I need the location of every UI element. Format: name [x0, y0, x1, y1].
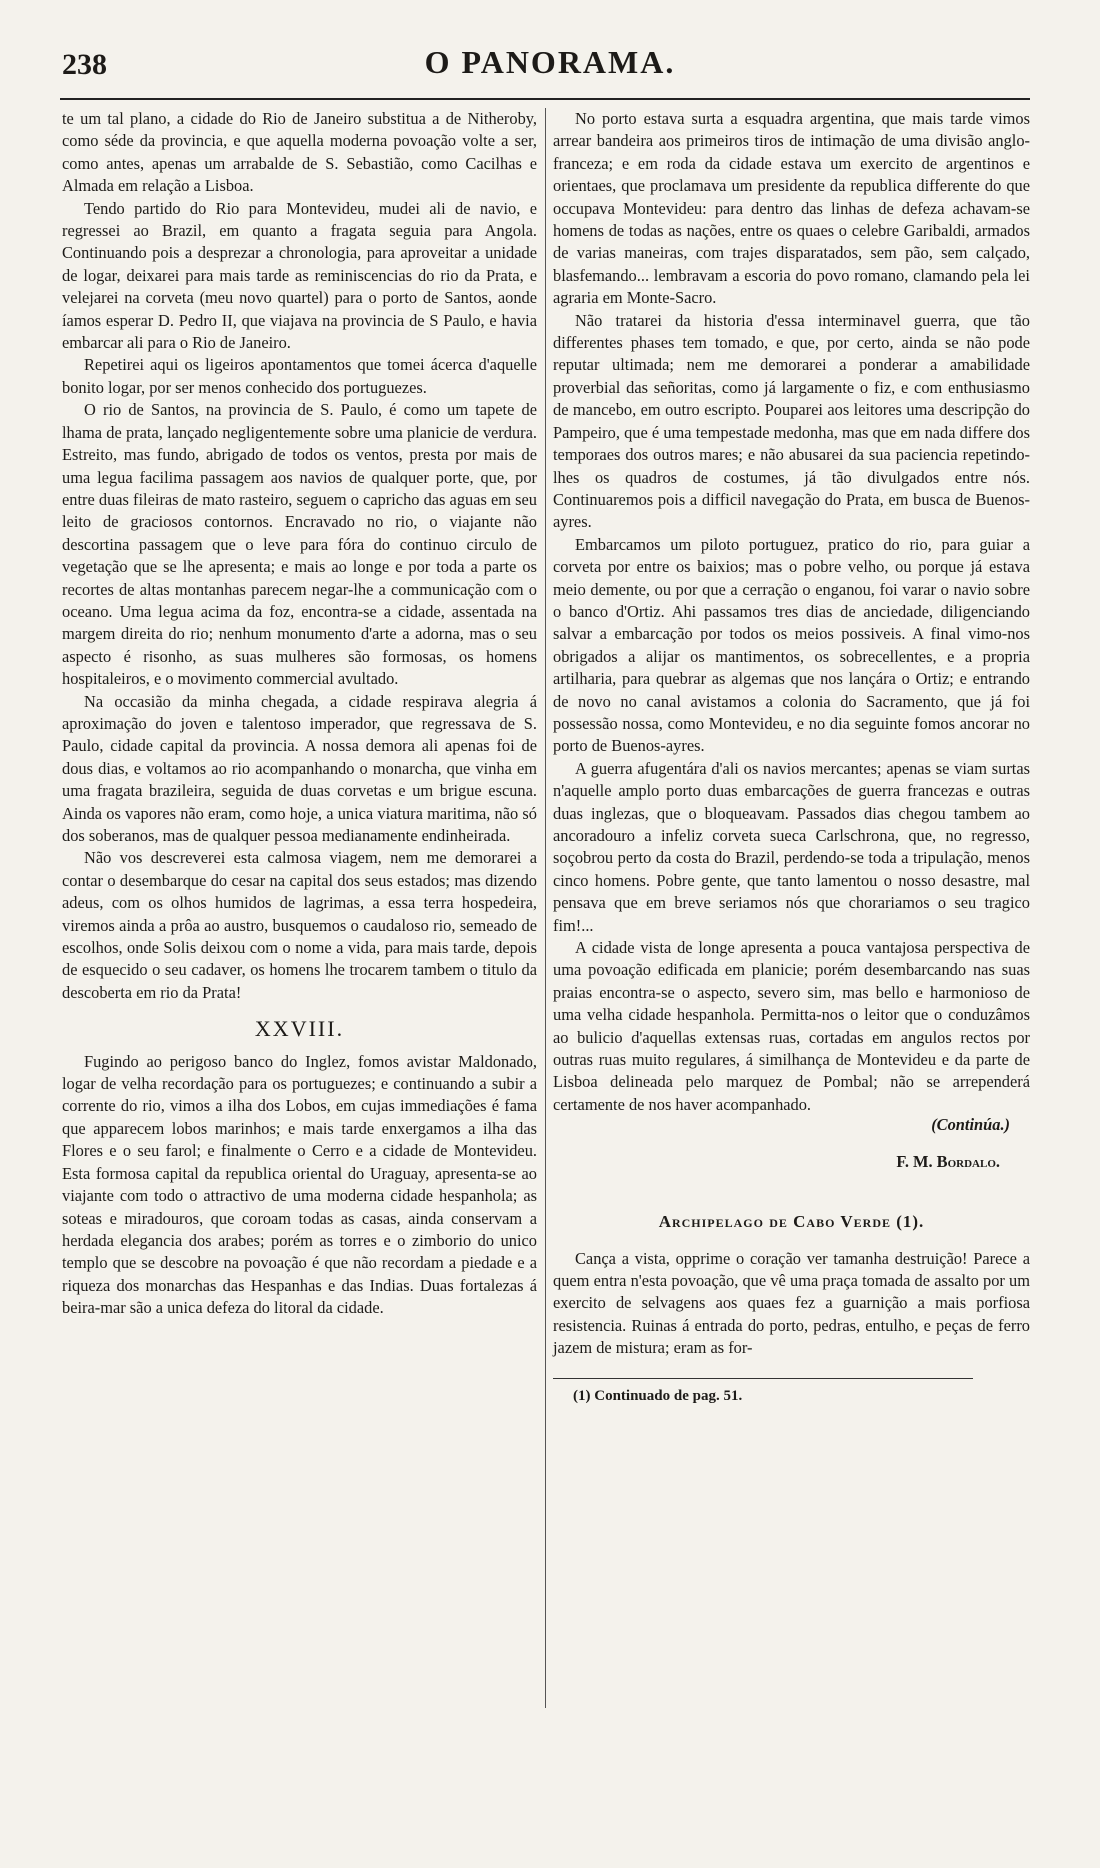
footnote: (1) Continuado de pag. 51.	[573, 1387, 743, 1404]
paragraph: Na occasião da minha chegada, a cidade respirava alegria á aproximação do joven e talentoso imperador, que regressava de S. Paulo, cidade capital da provincia. A nossa demora ali apenas foi de dous dias, e voltamos ao rio acompanhando o monarcha, que vinha em uma fragata brazileira, seguida de duas corvetas e um brigue escuna. Ainda os vapores não eram, como hoje, a unica viatura maritima, não só dos soberanos, mas de qualquer pessoa medianamente endinheirada.	[62, 691, 537, 845]
paragraph: Fugindo ao perigoso banco do Inglez, fomos avistar Maldonado, logar de velha recordação para os portuguezes; e continuando a subir a corrente do rio, vimos a ilha dos Lobos, em cujas immediações é fama que apparecem lobos marinhos; e mais tarde enxergamos a ilha das Flores e o seu farol; e finalmente o Cerro e a cidade de Montevideu. Esta formosa capital da republica oriental do Uraguay, apresenta-se ao viajante com todo o attractivo de uma moderna cidade hespanhola; as soteas e miradouros, que coroam todas as casas, ainda conservam a herdada elegancia dos arabes; porém as torres e o zimborio do unico templo que se descobre na povoação é que não recordam a piedade e a riqueza dos monarchas das Hespanhas e das Indias. Duas fortalezas á beira-mar são a unica defeza do litoral da cidade.	[62, 1051, 537, 1318]
paragraph: A guerra afugentára d'ali os navios mercantes; apenas se viam surtas n'aquelle amplo porto duas embarcações de guerra francezas e outras duas inglezas, que o bloqueavam. Passados dias chegou tambem ao ancoradouro a infeliz corveta sueca Carlschrona, que, no regresso, soçobrou perto da costa do Brazil, perdendo-se toda a tripulação, menos cinco homens. Pobre gente, que tanto lamentou o nosso desastre, mal pensava que em breve seriamos nós que chorariamos o seu tragico fim!...	[553, 758, 1030, 935]
paragraph: Repetirei aqui os ligeiros apontamentos que tomei ácerca d'aquelle bonito logar, por ser menos conhecido dos portuguezes.	[62, 355, 537, 397]
page-number: 238	[62, 48, 107, 81]
continues-note: (Continúa.)	[931, 1115, 1010, 1135]
paragraph: Não tratarei da historia d'essa interminavel guerra, que tão differentes phases tem tomado, e que, por certo, ainda se não pode reputar ultimada; nem me demorarei a ponderar a amabilidade proverbial das señoritas, como já largamente o fiz, e com enthusiasmo de mancebo, em outro escripto. Pouparei aos leitores uma descripção do Pampeiro, que é uma tempestade medonha, mas que em nada differe dos temporaes dos outros mares; e não abusarei da sua paciencia repetindo-lhes os quadros de costumes, já tão divulgados entre nós. Continuaremos pois a difficil navegação do Prata, em busca de Buenos-ayres.	[553, 310, 1030, 532]
paragraph: A cidade vista de longe apresenta a pouca vantajosa perspectiva de uma povoação edificada em planicie; porém desembarcando nas suas praias encontra-se o aspecto, severo sim, mas bello e harmonioso de uma velha cidade hespanhola. Permitta-nos o leitor que o conduzâmos ao bulicio d'aquellas extensas ruas, cortadas em angulos rectos por outras ruas muito regulares, á similhança de Montevideu e da parte de Lisboa delineada pelo marquez de Pombal; não se arrependerá certamente de nos haver acompanhado.	[553, 938, 1030, 1114]
author-signature: F. M. Bordalo.	[896, 1151, 1000, 1171]
footnote-rule	[553, 1378, 973, 1379]
paragraph: No porto estava surta a esquadra argentina, que mais tarde vimos arrear bandeira aos primeiros tiros de intimação de uma divisão anglo-franceza; e em roda da cidade estava um exercito de argentinos e orientaes, que proclamava um presidente da republica differente do que occupava Montevideu: para dentro das linhas de defeza achavam-se homens de todas as nações, entre os quaes o celebre Garibaldi, armados de varias maneiras, com trajes disparatados, sem pão, sem calçado, blasfemando... lembravam a escoria do povo romano, clamando pela lei agraria em Monte-Sacro.	[553, 109, 1030, 308]
paragraph: te um tal plano, a cidade do Rio de Janeiro substitua a de Nitheroby, como séde da provincia, e que aquella moderna povoação volte a ser, como antes, apenas um arrabalde de S. Sebastião, como Cacilhas e Almada em relação a Lisboa.	[62, 109, 537, 196]
page-title: O PANORAMA.	[424, 44, 676, 80]
paragraph: Tendo partido do Rio para Montevideu, mudei ali de navio, e regressei ao Brazil, em quanto a fragata seguia para Angola. Continuando pois a desprezar a chronologia, para aproveitar a unidade de logar, deixarei para mais tarde as reminiscencias do rio da Prata, e velejarei na corveta (meu novo quartel) para o porto de Santos, aonde íamos esperar D. Pedro II, que viajava na provincia de S Paulo, e havia embarcar ali para o Rio de Janeiro.	[62, 198, 537, 353]
paragraph: Não vos descreverei esta calmosa viagem, nem me demorarei a contar o desembarque do cesar na capital dos seus estados; mas dizendo adeus, com os olhos humidos de lagrimas, a essa terra hospedeira, viremos ainda a prôa ao austro, busquemos o caudaloso rio, semeado de escolhos, onde Solis deixou com o nome a vida, para mais tarde, depois de esquecido o seu cadaver, os homens lhe trocarem tambem o titulo da descoberta em rio da Prata!	[62, 848, 537, 1002]
header-rule	[60, 98, 1030, 100]
paragraph: Cança a vista, opprime o coração ver tamanha destruição! Parece a quem entra n'esta povoação, que vê uma praça tomada de assalto por um exercito de selvagens aos quaes fez a guarnição a mais porfiosa resistencia. Ruinas á entrada do porto, pedras, entulho, e peças de ferro jazem de mistura; eram as for-	[553, 1248, 1030, 1358]
paragraph: Embarcamos um piloto portuguez, pratico do rio, para guiar a corveta por entre os baixios; mas o pobre velho, ou porque já estava meio demente, ou por que a cerração o enganou, foi varar o navio sobre o banco d'Ortiz. Ahi passamos tres dias de anciedade, diligenciando salvar a embarcação por todos os meios possiveis. A final vimo-nos obrigados a alijar os mantimentos, os sobrecellentes, e a propria artilharia, para quebrar as algemas que nos lançára o Ortiz; e entrando de novo no canal avistamos a colonia do Sacramento, que já foi possessão nossa, como Montevideu, e no dia seguinte fomos ancorar no porto de Buenos-ayres.	[553, 534, 1030, 756]
section-heading: XXVIII.	[254, 1016, 345, 1042]
column-divider	[545, 108, 546, 1708]
paragraph: O rio de Santos, na provincia de S. Paulo, é como um tapete de lhama de prata, lançado negligentemente sobre uma planicie de verdura. Estreito, mas fundo, abrigado de todos os ventos, presta por mais de uma legua facilima passagem aos navios de qualquer porte, que, por entre duas fileiras de mato rasteiro, seguem o capricho das aguas em seu leito de graciosos contornos. Encravado no rio, o viajante não descortina passagem que o leve para fóra do continuo circulo de vegetação que se lhe apresenta; e mais ao longe e por toda a parte os recortes de altas montanhas parecem negar-lhe a communicação com o oceano. Uma legua acima da foz, encontra-se a cidade, assentada na margem direita do rio; nenhum monumento d'arte a adorna, mas o seu aspecto é risonho, as suas mulheres são formosas, os homens hospitaleiros, e o movimento commercial avultado.	[62, 400, 537, 689]
left-column	[62, 108, 537, 1320]
right-column	[553, 108, 1030, 1407]
article-heading: Archipelago de Cabo Verde (1).	[658, 1212, 925, 1232]
